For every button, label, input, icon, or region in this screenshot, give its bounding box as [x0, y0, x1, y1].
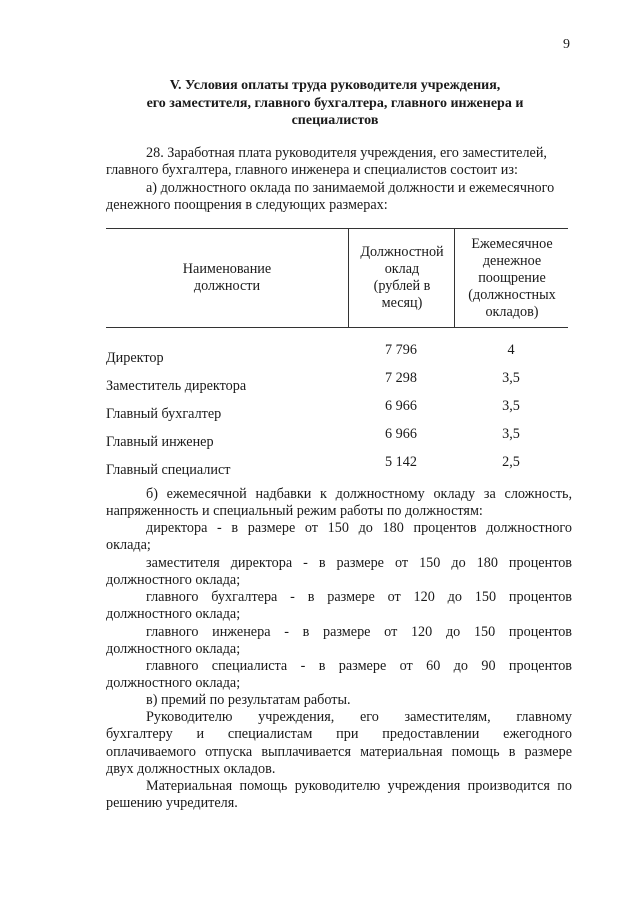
row-bonus: 3,5 [502, 398, 520, 414]
paragraph-line: должностного оклада; [106, 572, 241, 589]
position-allowance-accountant [106, 589, 572, 624]
paragraph-line: решению учредителя. [106, 795, 238, 812]
paragraph-line: главного инженера - в размере от 120 до 150 процентов [146, 624, 572, 640]
row-salary: 7 298 [385, 370, 417, 386]
section-title-line: специалистов [291, 113, 379, 128]
header-position-label: Наименование должности [182, 261, 272, 294]
header-bonus-label: Ежемесячное денежное поощрение (должностных окладов) [468, 235, 556, 320]
table-header [106, 228, 568, 328]
paragraph-line: директора - в размере от 150 до 180 процентов должностного [146, 520, 572, 536]
paragraph-line: Материальная помощь руководителю учреждения производится по [146, 778, 572, 794]
paragraph-line: должностного оклада; [106, 675, 241, 692]
table-row [106, 426, 568, 454]
item-28-paragraph [106, 145, 572, 180]
item-a-paragraph [106, 180, 572, 215]
position-allowance-specialist [106, 658, 572, 693]
table-row [106, 370, 568, 398]
row-salary: 6 966 [385, 398, 417, 414]
paragraph-line: оклада; [106, 537, 151, 554]
section-title-line: V. Условия оплаты труда руководителя учреждения, [169, 78, 501, 93]
paragraph-line: заместителя директора - в размере от 150 до 180 процентов [146, 555, 572, 571]
section-title-line: его заместителя, главного бухгалтера, главного инженера и [146, 95, 524, 111]
paragraph-line: оплачиваемого отпуска выплачивается материальная помощь в размере [106, 743, 572, 760]
paragraph-line: главного бухгалтера, главного инженера и специалистов состоит из: [106, 162, 518, 179]
row-bonus: 2,5 [502, 454, 520, 470]
position-allowance-director [106, 520, 572, 555]
table-row [106, 454, 568, 482]
table-row [106, 398, 568, 426]
page-number: 9 [563, 37, 570, 52]
material-aid-paragraph [106, 709, 572, 778]
paragraph-line: главного специалиста - в размере от 60 до 90 процентов [146, 658, 572, 674]
section-title [100, 77, 570, 130]
header-salary-label: Должностной оклад (рублей в месяц) [360, 244, 444, 311]
material-aid-founder-paragraph [106, 778, 572, 813]
position-allowance-engineer [106, 624, 572, 659]
row-bonus: 4 [507, 342, 515, 358]
row-position: Главный инженер [106, 434, 214, 450]
row-bonus: 3,5 [502, 370, 520, 386]
row-salary: 6 966 [385, 426, 417, 442]
item-b-paragraph [106, 486, 572, 521]
paragraph-line: главного бухгалтера - в размере от 120 до 150 процентов [146, 589, 572, 605]
paragraph-line: бухгалтеру и специалистам при предоставлении ежегодного [106, 726, 572, 743]
paragraph-line: Руководителю учреждения, его заместителям, главному [146, 709, 572, 725]
row-position: Главный бухгалтер [106, 406, 222, 422]
paragraph-line: двух должностных окладов. [106, 760, 276, 777]
paragraph-line: б) ежемесячной надбавки к должностному окладу за сложность, [146, 486, 572, 502]
paragraph-line: а) должностного оклада по занимаемой должности и ежемесячного [146, 180, 555, 196]
row-position: Главный специалист [106, 462, 231, 478]
row-salary: 7 796 [385, 342, 417, 358]
paragraph-line: должностного оклада; [106, 606, 241, 623]
header-bonus [454, 229, 569, 327]
paragraph-line: должностного оклада; [106, 641, 241, 658]
paragraph-line: напряженность и специальный режим работы по должностям: [106, 503, 483, 520]
header-salary [348, 229, 455, 327]
paragraph-line: 28. Заработная плата руководителя учреждения, его заместителей, [146, 145, 547, 161]
salary-table [106, 228, 568, 478]
paragraph-line: в) премий по результатам работы. [146, 692, 351, 708]
row-position: Заместитель директора [106, 378, 247, 394]
position-allowance-deputy [106, 555, 572, 590]
row-position: Директор [106, 350, 164, 366]
item-v-paragraph [106, 692, 572, 709]
header-position [106, 229, 348, 327]
table-row [106, 342, 568, 370]
row-salary: 5 142 [385, 454, 417, 470]
paragraph-line: денежного поощрения в следующих размерах: [106, 197, 388, 214]
row-bonus: 3,5 [502, 426, 520, 442]
